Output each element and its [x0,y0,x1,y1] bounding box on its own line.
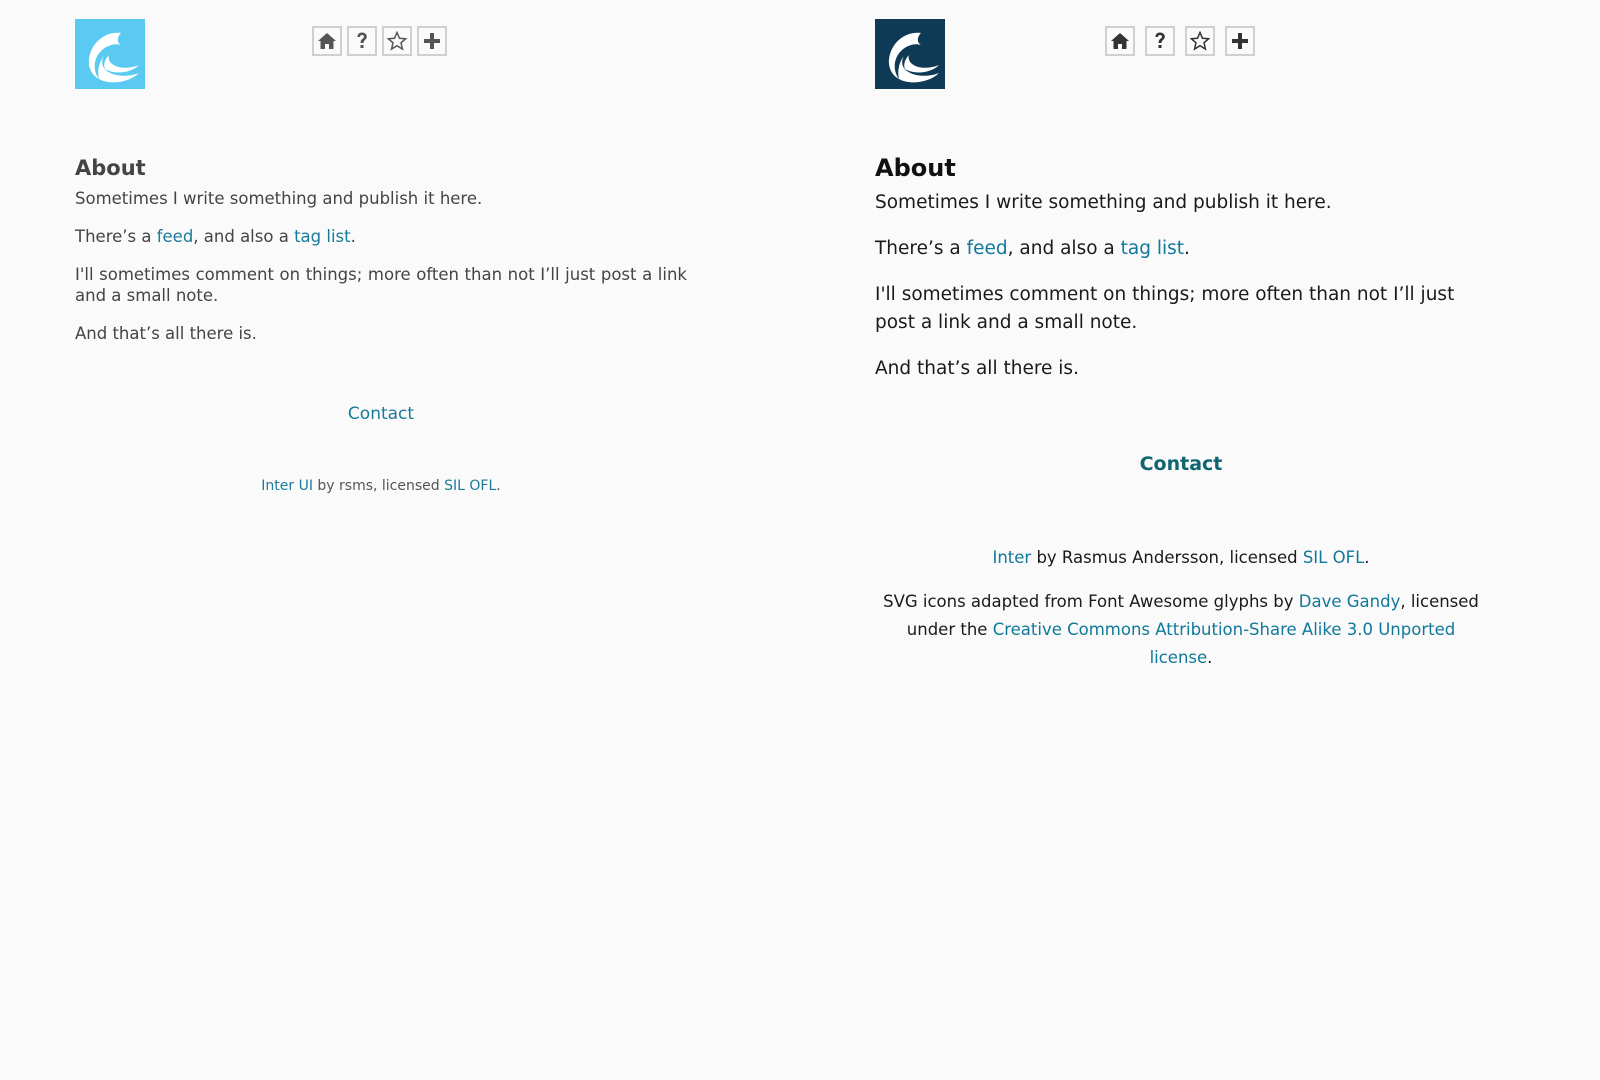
wave-logo-icon [75,19,145,89]
text-segment: . [1364,548,1370,567]
text-segment: , licensed under the [906,592,1479,639]
contact-section [75,404,687,424]
plus-icon [423,32,441,50]
text-segment: , and also a [1007,238,1121,259]
closing-paragraph: And that’s all there is. [875,358,1079,379]
text-segment: . [1207,648,1213,667]
text-segment: There’s a [75,227,157,246]
plus-button[interactable] [417,26,447,56]
text-segment: . [1184,238,1190,259]
text-segment: by Rasmus Andersson, licensed [1031,548,1303,567]
help-icon [355,31,369,51]
star-button[interactable] [382,26,412,56]
page-title: About [875,154,956,182]
about-text [875,189,1487,401]
inter-link[interactable]: Inter [992,548,1032,567]
cc-license-link[interactable]: Creative Commons Attribution-Share Alike 3.0 Unported license [992,620,1456,667]
plus-icon [1231,32,1249,50]
text-segment: . [350,227,356,246]
home-icon [317,32,337,50]
contact-link[interactable]: Contact [347,404,415,424]
text-segment: SVG icons adapted from Font Awesome glyphs by [883,592,1299,611]
feed-link[interactable]: feed [966,238,1008,259]
closing-paragraph: And that’s all there is. [75,324,257,343]
toolbar-icons [312,26,447,56]
contact-section [875,453,1487,475]
page-title: About [75,156,146,180]
home-button[interactable] [1105,26,1135,56]
about-text [75,188,687,361]
intro-paragraph: Sometimes I write something and publish it here. [75,189,483,208]
links-paragraph [75,226,687,247]
tag-list-link[interactable]: tag list [1120,238,1185,259]
inter-ui-link[interactable]: Inter UI [261,478,313,494]
text-segment: . [496,478,501,494]
footer [875,544,1487,688]
home-icon [1110,32,1130,50]
feed-link[interactable]: feed [156,227,194,246]
tag-list-link[interactable]: tag list [294,227,351,246]
site-logo[interactable] [875,19,945,89]
site-logo[interactable] [75,19,145,89]
links-paragraph [875,235,1487,263]
icon-credit [875,588,1487,672]
comment-paragraph: I'll sometimes comment on things; more often than not I’ll just post a link and a small note. [75,265,687,305]
font-credit [875,544,1487,572]
star-icon [1190,31,1210,51]
help-button[interactable] [1145,26,1175,56]
intro-paragraph: Sometimes I write something and publish it here. [875,192,1332,213]
text-segment: , and also a [193,227,295,246]
plus-button[interactable] [1225,26,1255,56]
star-button[interactable] [1185,26,1215,56]
text-segment: There’s a [875,238,967,259]
help-button[interactable] [347,26,377,56]
text-segment: by rsms, licensed [312,478,445,494]
footer [75,478,687,494]
sil-ofl-link[interactable]: SIL OFL [1302,548,1365,567]
comment-paragraph: I'll sometimes comment on things; more often than not I’ll just post a link and a small note. [875,284,1455,333]
dave-gandy-link[interactable]: Dave Gandy [1298,592,1401,611]
toolbar-icons [1105,26,1255,56]
wave-logo-icon [875,19,945,89]
star-icon [387,31,407,51]
help-icon [1153,31,1167,51]
home-button[interactable] [312,26,342,56]
sil-ofl-link[interactable]: SIL OFL [444,478,497,494]
contact-link[interactable]: Contact [1139,453,1223,475]
